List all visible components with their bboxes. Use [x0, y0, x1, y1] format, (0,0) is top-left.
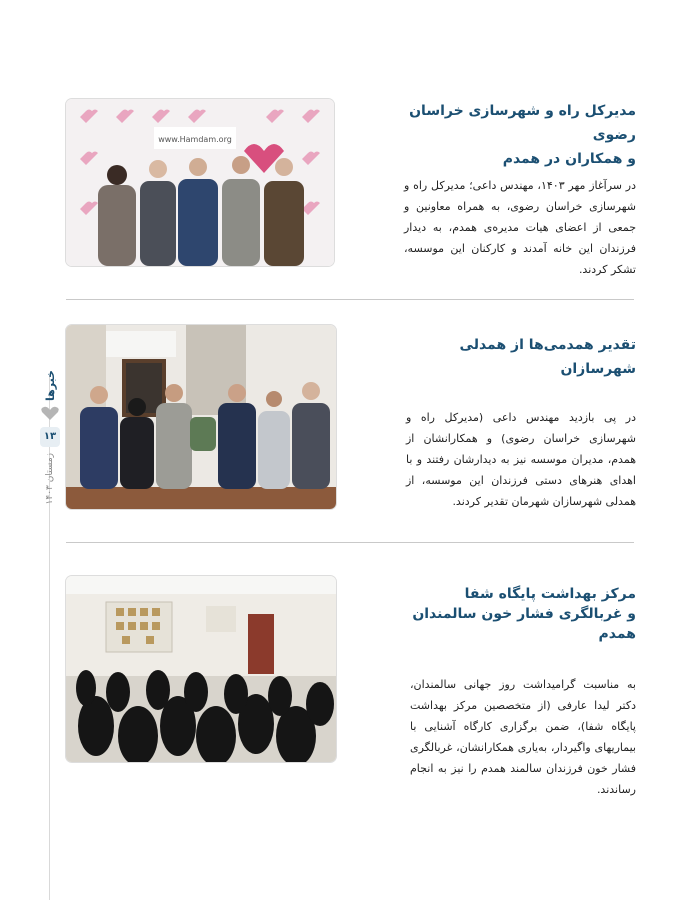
- article-2-title: تقدیر همدمی‌ها از همدلی شهرسازان: [459, 337, 636, 377]
- section-divider: [66, 542, 634, 543]
- article-3-title: [410, 584, 636, 644]
- article-3-text: [410, 584, 636, 800]
- article-1-title-line1: مدیرکل راه و شهرسازی خراسان رضوی: [409, 103, 636, 143]
- article-3-photo: [66, 576, 336, 762]
- article-2-body: در پی بازدید مهندس داعی (مدیرکل راه و شهرسازی خراسان رضوی) و همکارانشان از همدم، مدیران موسسه نیز به دیدارشان رفتند و با اهدای هنرهای دستی فرزندان این موسسه، از همدلی شهرسازان شهرمان تقدیر کردند.: [406, 411, 636, 508]
- article-3: [66, 576, 636, 796]
- section-label: خبرها: [43, 370, 57, 402]
- article-2-text: [406, 333, 636, 512]
- article-1-title: [404, 99, 636, 171]
- section-divider: [66, 299, 634, 300]
- article-1-body: در سرآغاز مهر ۱۴۰۳، مهندس داعی؛ مدیرکل راه و شهرسازی خراسان رضوی، به همراه معاونین و جمعی از اعضای هیات مدیره‌ی همدم، به دیدار فرزندان این خانه آمدند و کارکنان این موسسه، تشکر کردند.: [404, 179, 636, 276]
- article-1-photo: [66, 99, 334, 266]
- article-1-text: [404, 99, 636, 280]
- article-1-title-line2: و همکاران در همدم: [502, 151, 636, 167]
- article-2: [66, 325, 636, 513]
- backdrop-url: www.Hamdam.org: [158, 135, 232, 144]
- article-3-title-line1: مرکز بهداشت پایگاه شفا: [464, 586, 636, 602]
- article-3-title-line2: و غربالگری فشار خون سالمندان همدم: [412, 606, 636, 642]
- article-3-body: به مناسبت گرامیداشت روز جهانی سالمندان، دکتر لیدا عارفی (از متخصصین مرکز بهداشت پایگاه شفا)، ضمن برگزاری کارگاه آشنایی با بیماریهای واگیردار، به‌یاری همکارانشان، غربالگری فشار خون فرزندان سالمند همدم را نیز به انجام رساندند.: [410, 678, 636, 796]
- hamdam-logo-icon: [40, 405, 60, 421]
- article-1: [66, 99, 636, 276]
- issue-season: زمستان ۱۴۰۳: [45, 453, 55, 505]
- article-2-photo: [66, 325, 336, 509]
- page-number: ۱۳: [40, 427, 60, 447]
- sidebar: [36, 370, 64, 505]
